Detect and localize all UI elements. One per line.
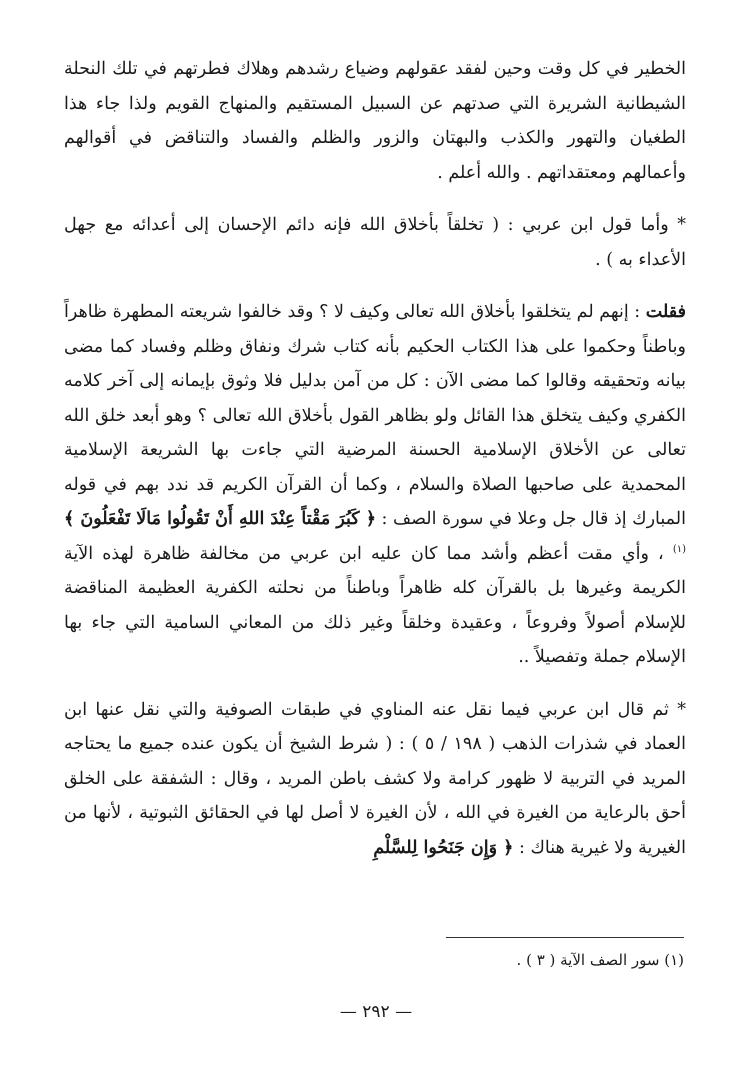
paragraph-1-text: الخطير في كل وقت وحين لفقد عقولهم وضياع رشدهم وهلاك فطرتهم في تلك النحلة الشيطانية الشريرة التي صدتهم عن السبيل المستقيم والمنهاج القويم ولذا جاء هذا الطغيان والتهور والكذب والبهتان والزور والظلم والفساد والتناقض في أقوالهم وأعمالهم ومعتقداتهم . والله أعلم . [64,59,686,183]
paragraph-2-text: * وأما قول ابن عربي : ( تخلقاً بأخلاق الله فإنه دائم الإحسان إلى أعدائه مع جهل الأعداء به ) . [64,215,686,270]
paragraph-3-text-after: ، وأي مقت أعظم وأشد مما كان عليه ابن عربي من مخالفة ظاهرة لهذه الآية الكريمة وغيرها بل بالقرآن كله ظاهراً وباطناً من نحلته الكفرية العظيمة المناقضة للإسلام أصولاً وفروعاً ، وعقيدة وخلقاً وغير ذلك من المعاني السامية التي جاء بها الإسلام جملة وتفصيلاً .. [64,543,686,667]
page-number: — ٢٩٢ — [339,1002,413,1022]
quran-verse-1: ﴿ كَبُرَ مَقْتاً عِنْدَ اللهِ أَنْ تَقُولُوا مَالَا تَفْعَلُونَ ﴾ [64,509,376,529]
body-text [64,52,686,865]
paragraph-2 [64,208,686,277]
paragraph-3 [64,295,686,675]
footnote-divider [446,937,684,938]
paragraph-4-text: * ثم قال ابن عربي فيما نقل عنه المناوي في طبقات الصوفية والتي نقل عنها ابن العماد في شذرات الذهب ( ١٩٨ / ٥ ) : ( شرط الشيخ أن يكون عنده جميع ما يحتاجه المريد في التربية لا ظهور كرامة ولا كشف باطن المريد ، وقال : الشفقة على الخلق أحق بالرعاية من الغيرة في الله ، لأن الغيرة لا أصل لها في الحقائق الثبوتية ، لأنها من الغيرية ولا غيرية هناك : [64,699,687,858]
paragraph-1 [64,52,686,190]
paragraph-3-lead: فقلت [645,302,686,322]
footnote-ref-1: (١) [672,543,686,555]
paragraph-4 [64,693,686,866]
paragraph-3-text-before: : إنهم لم يتخلقوا بأخلاق الله تعالى وكيف لا ؟ وقد خالفوا شريعته المطهرة ظاهراً وباطناً وحكموا على هذا الكتاب الحكيم بأنه كتاب شرك ونفاق وظلم وفساد كما مضى بيانه وتحقيقه وقالوا كما مضى الآن : كل من آمن بدليل فلا وثوق بإيمانه إلى آخر كلامه الكفري وكيف يتخلق هذا القائل ولو بظاهر القول بأخلاق الله تعالى ؟ وهو أبعد خلق الله تعالى عن الأخلاق الإسلامية الحسنة المرضية التي جاءت بها الشريعة الإسلامية المحمدية على صاحبها الصلاة والسلام ، وكما أن القرآن الكريم قد ندد بهم في قوله المبارك إذ قال جل وعلا في سورة الصف : [64,302,686,529]
footnote: (١) سور الصف الآية ( ٣ ) . [516,951,684,969]
quran-verse-2: ﴿ وَإِن جَنَحُوا لِلسَّلْمِ [373,837,514,858]
